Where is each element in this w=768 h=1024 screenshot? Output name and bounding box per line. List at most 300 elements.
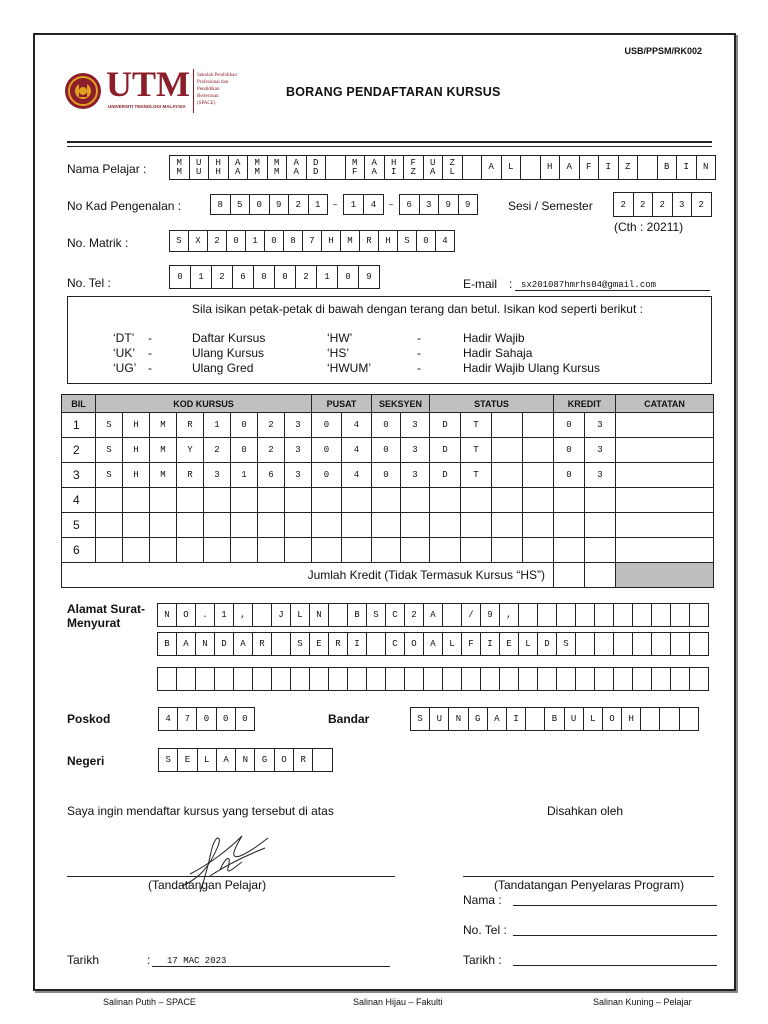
letter-box[interactable]: R: [360, 231, 379, 251]
letter-box[interactable]: /: [462, 604, 481, 626]
letter-box[interactable]: I: [481, 633, 500, 655]
letter-box[interactable]: [660, 708, 679, 730]
letter-box[interactable]: N: [310, 604, 329, 626]
letter-box[interactable]: 0: [338, 266, 359, 288]
letter-box[interactable]: [424, 668, 443, 690]
table-cell[interactable]: [461, 488, 492, 513]
letter-box[interactable]: [310, 668, 329, 690]
letter-box[interactable]: 7: [178, 708, 197, 730]
table-cell[interactable]: H: [123, 463, 150, 488]
letter-box[interactable]: R: [294, 749, 313, 771]
letter-box[interactable]: G: [255, 749, 274, 771]
postcode-boxes[interactable]: [158, 707, 255, 731]
table-cell[interactable]: [177, 538, 204, 563]
letter-box[interactable]: O: [177, 604, 196, 626]
letter-box[interactable]: M: [341, 231, 360, 251]
table-cell[interactable]: [616, 513, 714, 538]
letter-box[interactable]: [580, 156, 600, 179]
letter-box[interactable]: [595, 604, 614, 626]
letter-box[interactable]: 0: [217, 708, 236, 730]
table-cell[interactable]: [204, 488, 231, 513]
letter-box[interactable]: [170, 156, 190, 179]
table-cell[interactable]: 1: [231, 463, 258, 488]
table-cell[interactable]: [585, 513, 616, 538]
table-cell[interactable]: [204, 513, 231, 538]
letter-box[interactable]: O: [405, 633, 424, 655]
letter-box[interactable]: [671, 604, 690, 626]
letter-box[interactable]: [671, 668, 690, 690]
letter-box[interactable]: [614, 633, 633, 655]
letter-box[interactable]: [680, 708, 699, 730]
letter-box[interactable]: [641, 708, 660, 730]
letter-box[interactable]: [367, 668, 386, 690]
letter-box[interactable]: 0: [197, 708, 216, 730]
letter-box[interactable]: [307, 156, 327, 179]
letter-box[interactable]: N: [196, 633, 215, 655]
table-cell[interactable]: S: [96, 413, 123, 438]
table-cell[interactable]: [312, 488, 342, 513]
table-cell[interactable]: [258, 513, 285, 538]
letter-box[interactable]: [248, 156, 268, 179]
table-cell[interactable]: 3: [285, 463, 312, 488]
state-boxes[interactable]: [158, 748, 333, 772]
table-cell[interactable]: 0: [554, 413, 585, 438]
letter-box[interactable]: 8: [284, 231, 303, 251]
letter-box[interactable]: [234, 668, 253, 690]
table-cell[interactable]: M: [150, 413, 177, 438]
letter-box[interactable]: 2: [634, 193, 654, 216]
table-cell[interactable]: 3: [62, 463, 96, 488]
letter-box[interactable]: E: [310, 633, 329, 655]
letter-box[interactable]: A: [217, 749, 236, 771]
table-cell[interactable]: 0: [231, 413, 258, 438]
matric-boxes[interactable]: [169, 230, 455, 252]
letter-box[interactable]: [652, 668, 671, 690]
address-line-2[interactable]: [157, 632, 709, 656]
table-cell[interactable]: H: [123, 413, 150, 438]
letter-box[interactable]: ,: [234, 604, 253, 626]
letter-box[interactable]: D: [215, 633, 234, 655]
table-cell[interactable]: [123, 488, 150, 513]
table-cell[interactable]: [616, 488, 714, 513]
session-boxes[interactable]: [613, 192, 712, 217]
letter-box[interactable]: [526, 708, 545, 730]
letter-box[interactable]: R: [329, 633, 348, 655]
table-cell[interactable]: [492, 513, 523, 538]
table-cell[interactable]: [204, 538, 231, 563]
letter-box[interactable]: 0: [254, 266, 275, 288]
letter-box[interactable]: [652, 604, 671, 626]
letter-box[interactable]: 0: [170, 266, 191, 288]
letter-box[interactable]: [652, 633, 671, 655]
table-cell[interactable]: [523, 438, 554, 463]
table-cell[interactable]: 1: [204, 413, 231, 438]
letter-box[interactable]: 4: [364, 195, 384, 214]
table-cell[interactable]: 2: [258, 438, 285, 463]
letter-box[interactable]: S: [398, 231, 417, 251]
letter-box[interactable]: [557, 668, 576, 690]
letter-box[interactable]: U: [565, 708, 584, 730]
letter-box[interactable]: [405, 668, 424, 690]
letter-box[interactable]: A: [424, 604, 443, 626]
letter-box[interactable]: [538, 668, 557, 690]
letter-box[interactable]: [313, 749, 332, 771]
letter-box[interactable]: [158, 668, 177, 690]
table-cell[interactable]: [96, 538, 123, 563]
letter-box[interactable]: [190, 156, 210, 179]
table-cell[interactable]: [461, 513, 492, 538]
table-cell[interactable]: R: [177, 463, 204, 488]
table-cell[interactable]: [312, 513, 342, 538]
table-cell[interactable]: 1: [62, 413, 96, 438]
table-cell[interactable]: [150, 513, 177, 538]
address-line-1[interactable]: [157, 603, 709, 627]
table-cell[interactable]: D: [430, 438, 461, 463]
letter-box[interactable]: [576, 633, 595, 655]
letter-box[interactable]: O: [275, 749, 294, 771]
table-cell[interactable]: Y: [177, 438, 204, 463]
letter-box[interactable]: [272, 633, 291, 655]
table-cell[interactable]: 0: [554, 438, 585, 463]
coordinator-date-field[interactable]: [513, 965, 717, 966]
letter-box[interactable]: 9: [439, 195, 459, 214]
letter-box[interactable]: D: [538, 633, 557, 655]
table-cell[interactable]: [96, 488, 123, 513]
table-cell[interactable]: 4: [342, 438, 372, 463]
letter-box[interactable]: S: [411, 708, 430, 730]
letter-box[interactable]: 6: [233, 266, 254, 288]
letter-box[interactable]: A: [488, 708, 507, 730]
letter-box[interactable]: .: [196, 604, 215, 626]
letter-box[interactable]: S: [159, 749, 178, 771]
letter-box[interactable]: C: [386, 633, 405, 655]
table-cell[interactable]: [554, 538, 585, 563]
letter-box[interactable]: [541, 156, 561, 179]
letter-box[interactable]: L: [291, 604, 310, 626]
table-cell[interactable]: 0: [372, 438, 401, 463]
letter-box[interactable]: [367, 633, 386, 655]
table-cell[interactable]: [616, 438, 714, 463]
letter-box[interactable]: 4: [159, 708, 178, 730]
student-date-field[interactable]: 17 MAC 2023: [152, 956, 390, 967]
letter-box[interactable]: [633, 604, 652, 626]
table-cell[interactable]: [342, 488, 372, 513]
table-cell[interactable]: R: [177, 413, 204, 438]
table-cell[interactable]: [312, 538, 342, 563]
letter-box[interactable]: [599, 156, 619, 179]
table-cell[interactable]: T: [461, 413, 492, 438]
letter-box[interactable]: 2: [296, 266, 317, 288]
table-cell[interactable]: [585, 488, 616, 513]
letter-box[interactable]: [291, 668, 310, 690]
letter-box[interactable]: 4: [436, 231, 455, 251]
letter-box[interactable]: H: [622, 708, 641, 730]
letter-box[interactable]: G: [469, 708, 488, 730]
letter-box[interactable]: 6: [400, 195, 420, 214]
table-cell[interactable]: 5: [62, 513, 96, 538]
letter-box[interactable]: [619, 156, 639, 179]
table-cell[interactable]: 6: [62, 538, 96, 563]
table-cell[interactable]: [523, 463, 554, 488]
table-cell[interactable]: 3: [585, 413, 616, 438]
table-cell[interactable]: D: [430, 413, 461, 438]
letter-box[interactable]: A: [424, 633, 443, 655]
letter-box[interactable]: L: [198, 749, 217, 771]
table-cell[interactable]: [177, 488, 204, 513]
letter-box[interactable]: 9: [481, 604, 500, 626]
letter-box[interactable]: [404, 156, 424, 179]
letter-box[interactable]: [443, 668, 462, 690]
letter-box[interactable]: [595, 633, 614, 655]
letter-box[interactable]: 2: [289, 195, 309, 214]
letter-box[interactable]: B: [158, 633, 177, 655]
table-cell[interactable]: 0: [372, 463, 401, 488]
table-cell[interactable]: [401, 538, 430, 563]
table-cell[interactable]: [616, 463, 714, 488]
address-line-3[interactable]: [157, 667, 709, 691]
letter-box[interactable]: 2: [653, 193, 673, 216]
letter-box[interactable]: [481, 668, 500, 690]
letter-box[interactable]: [215, 668, 234, 690]
letter-box[interactable]: [697, 156, 717, 179]
table-cell[interactable]: [372, 513, 401, 538]
letter-box[interactable]: [253, 668, 272, 690]
table-cell[interactable]: [492, 413, 523, 438]
letter-box[interactable]: 0: [275, 266, 296, 288]
letter-box[interactable]: 1: [317, 266, 338, 288]
table-cell[interactable]: S: [96, 463, 123, 488]
letter-box[interactable]: S: [291, 633, 310, 655]
table-cell[interactable]: [96, 513, 123, 538]
table-cell[interactable]: [285, 538, 312, 563]
letter-box[interactable]: 0: [265, 231, 284, 251]
letter-box[interactable]: U: [430, 708, 449, 730]
letter-box[interactable]: F: [462, 633, 481, 655]
table-cell[interactable]: [492, 538, 523, 563]
table-cell[interactable]: [401, 488, 430, 513]
letter-box[interactable]: 9: [270, 195, 290, 214]
letter-box[interactable]: [560, 156, 580, 179]
letter-box[interactable]: [519, 604, 538, 626]
letter-box[interactable]: [424, 156, 444, 179]
table-cell[interactable]: [258, 538, 285, 563]
table-cell[interactable]: [372, 538, 401, 563]
table-cell[interactable]: [372, 488, 401, 513]
letter-box[interactable]: [633, 633, 652, 655]
table-cell[interactable]: [461, 538, 492, 563]
letter-box[interactable]: 8: [211, 195, 231, 214]
table-cell[interactable]: 0: [372, 413, 401, 438]
letter-box[interactable]: [638, 156, 658, 179]
table-cell[interactable]: 3: [204, 463, 231, 488]
letter-box[interactable]: 9: [359, 266, 380, 288]
letter-box[interactable]: 7: [303, 231, 322, 251]
letter-box[interactable]: S: [557, 633, 576, 655]
table-cell[interactable]: 3: [401, 463, 430, 488]
table-cell[interactable]: [285, 513, 312, 538]
letter-box[interactable]: [576, 668, 595, 690]
letter-box[interactable]: N: [158, 604, 177, 626]
table-cell[interactable]: [616, 538, 714, 563]
letter-box[interactable]: [348, 668, 367, 690]
letter-box[interactable]: A: [234, 633, 253, 655]
table-cell[interactable]: [430, 513, 461, 538]
letter-box[interactable]: ,: [500, 604, 519, 626]
letter-box[interactable]: B: [545, 708, 564, 730]
letter-box[interactable]: [326, 156, 346, 179]
letter-box[interactable]: [538, 604, 557, 626]
table-cell[interactable]: 2: [204, 438, 231, 463]
table-cell[interactable]: 3: [585, 463, 616, 488]
table-cell[interactable]: [430, 488, 461, 513]
table-cell[interactable]: [231, 488, 258, 513]
table-cell[interactable]: S: [96, 438, 123, 463]
table-cell[interactable]: 3: [285, 413, 312, 438]
table-cell[interactable]: [554, 488, 585, 513]
table-cell[interactable]: 0: [554, 463, 585, 488]
table-cell[interactable]: [523, 488, 554, 513]
table-cell[interactable]: 6: [258, 463, 285, 488]
table-cell[interactable]: 2: [258, 413, 285, 438]
letter-box[interactable]: X: [189, 231, 208, 251]
table-cell[interactable]: T: [461, 438, 492, 463]
letter-box[interactable]: 2: [614, 193, 634, 216]
letter-box[interactable]: S: [367, 604, 386, 626]
table-cell[interactable]: [401, 513, 430, 538]
table-cell[interactable]: [342, 538, 372, 563]
letter-box[interactable]: S: [170, 231, 189, 251]
letter-box[interactable]: 5: [231, 195, 251, 214]
letter-box[interactable]: [658, 156, 678, 179]
ic-boxes-part2[interactable]: [343, 194, 384, 215]
letter-box[interactable]: 0: [417, 231, 436, 251]
letter-box[interactable]: [287, 156, 307, 179]
letter-box[interactable]: 0: [236, 708, 255, 730]
letter-box[interactable]: [614, 668, 633, 690]
letter-box[interactable]: [500, 668, 519, 690]
letter-box[interactable]: [443, 156, 463, 179]
table-cell[interactable]: [123, 513, 150, 538]
letter-box[interactable]: [386, 668, 405, 690]
table-cell[interactable]: 0: [312, 463, 342, 488]
table-cell[interactable]: [231, 538, 258, 563]
letter-box[interactable]: A: [177, 633, 196, 655]
letter-box[interactable]: 1: [246, 231, 265, 251]
coordinator-tel-field[interactable]: [513, 935, 717, 936]
table-cell[interactable]: [492, 463, 523, 488]
letter-box[interactable]: [463, 156, 483, 179]
table-cell[interactable]: [123, 538, 150, 563]
tel-boxes[interactable]: [169, 265, 380, 289]
letter-box[interactable]: [253, 604, 272, 626]
letter-box[interactable]: 2: [405, 604, 424, 626]
table-cell[interactable]: [523, 413, 554, 438]
letter-box[interactable]: [482, 156, 502, 179]
table-cell[interactable]: [342, 513, 372, 538]
letter-box[interactable]: [519, 668, 538, 690]
letter-box[interactable]: [346, 156, 366, 179]
letter-box[interactable]: [576, 604, 595, 626]
table-cell[interactable]: [231, 513, 258, 538]
table-cell[interactable]: 4: [62, 488, 96, 513]
name-boxes[interactable]: [169, 155, 716, 180]
table-cell[interactable]: M: [150, 463, 177, 488]
letter-box[interactable]: 0: [227, 231, 246, 251]
letter-box[interactable]: N: [236, 749, 255, 771]
letter-box[interactable]: 2: [692, 193, 712, 216]
letter-box[interactable]: [443, 604, 462, 626]
letter-box[interactable]: [690, 668, 709, 690]
table-cell[interactable]: M: [150, 438, 177, 463]
table-cell[interactable]: D: [430, 463, 461, 488]
letter-box[interactable]: B: [348, 604, 367, 626]
letter-box[interactable]: E: [178, 749, 197, 771]
letter-box[interactable]: [177, 668, 196, 690]
table-cell[interactable]: 0: [312, 413, 342, 438]
letter-box[interactable]: 1: [309, 195, 329, 214]
table-cell[interactable]: 2: [62, 438, 96, 463]
letter-box[interactable]: L: [584, 708, 603, 730]
letter-box[interactable]: [671, 633, 690, 655]
table-cell[interactable]: [523, 538, 554, 563]
letter-box[interactable]: 3: [673, 193, 693, 216]
letter-box[interactable]: [196, 668, 215, 690]
total-credit-box[interactable]: [554, 563, 585, 588]
letter-box[interactable]: [557, 604, 576, 626]
letter-box[interactable]: L: [519, 633, 538, 655]
letter-box[interactable]: [229, 156, 249, 179]
letter-box[interactable]: [595, 668, 614, 690]
letter-box[interactable]: [365, 156, 385, 179]
letter-box[interactable]: J: [272, 604, 291, 626]
letter-box[interactable]: [462, 668, 481, 690]
letter-box[interactable]: [690, 633, 709, 655]
table-cell[interactable]: 3: [285, 438, 312, 463]
letter-box[interactable]: 2: [208, 231, 227, 251]
table-cell[interactable]: [585, 538, 616, 563]
letter-box[interactable]: [329, 604, 348, 626]
table-cell[interactable]: [492, 488, 523, 513]
letter-box[interactable]: H: [379, 231, 398, 251]
table-cell[interactable]: 3: [401, 413, 430, 438]
letter-box[interactable]: L: [443, 633, 462, 655]
table-cell[interactable]: [177, 513, 204, 538]
table-cell[interactable]: [492, 438, 523, 463]
letter-box[interactable]: [209, 156, 229, 179]
table-cell[interactable]: [150, 488, 177, 513]
letter-box[interactable]: [690, 604, 709, 626]
table-cell[interactable]: 4: [342, 463, 372, 488]
letter-box[interactable]: R: [253, 633, 272, 655]
letter-box[interactable]: [268, 156, 288, 179]
letter-box[interactable]: H: [322, 231, 341, 251]
letter-box[interactable]: [614, 604, 633, 626]
table-cell[interactable]: H: [123, 438, 150, 463]
table-cell[interactable]: [523, 513, 554, 538]
table-cell[interactable]: [258, 488, 285, 513]
letter-box[interactable]: O: [603, 708, 622, 730]
table-cell[interactable]: [430, 538, 461, 563]
letter-box[interactable]: I: [348, 633, 367, 655]
letter-box[interactable]: 3: [420, 195, 440, 214]
table-cell[interactable]: 4: [342, 413, 372, 438]
ic-boxes-part3[interactable]: [399, 194, 478, 215]
letter-box[interactable]: [329, 668, 348, 690]
letter-box[interactable]: 2: [212, 266, 233, 288]
letter-box[interactable]: [521, 156, 541, 179]
table-cell[interactable]: 3: [401, 438, 430, 463]
coordinator-name-field[interactable]: [513, 905, 717, 906]
